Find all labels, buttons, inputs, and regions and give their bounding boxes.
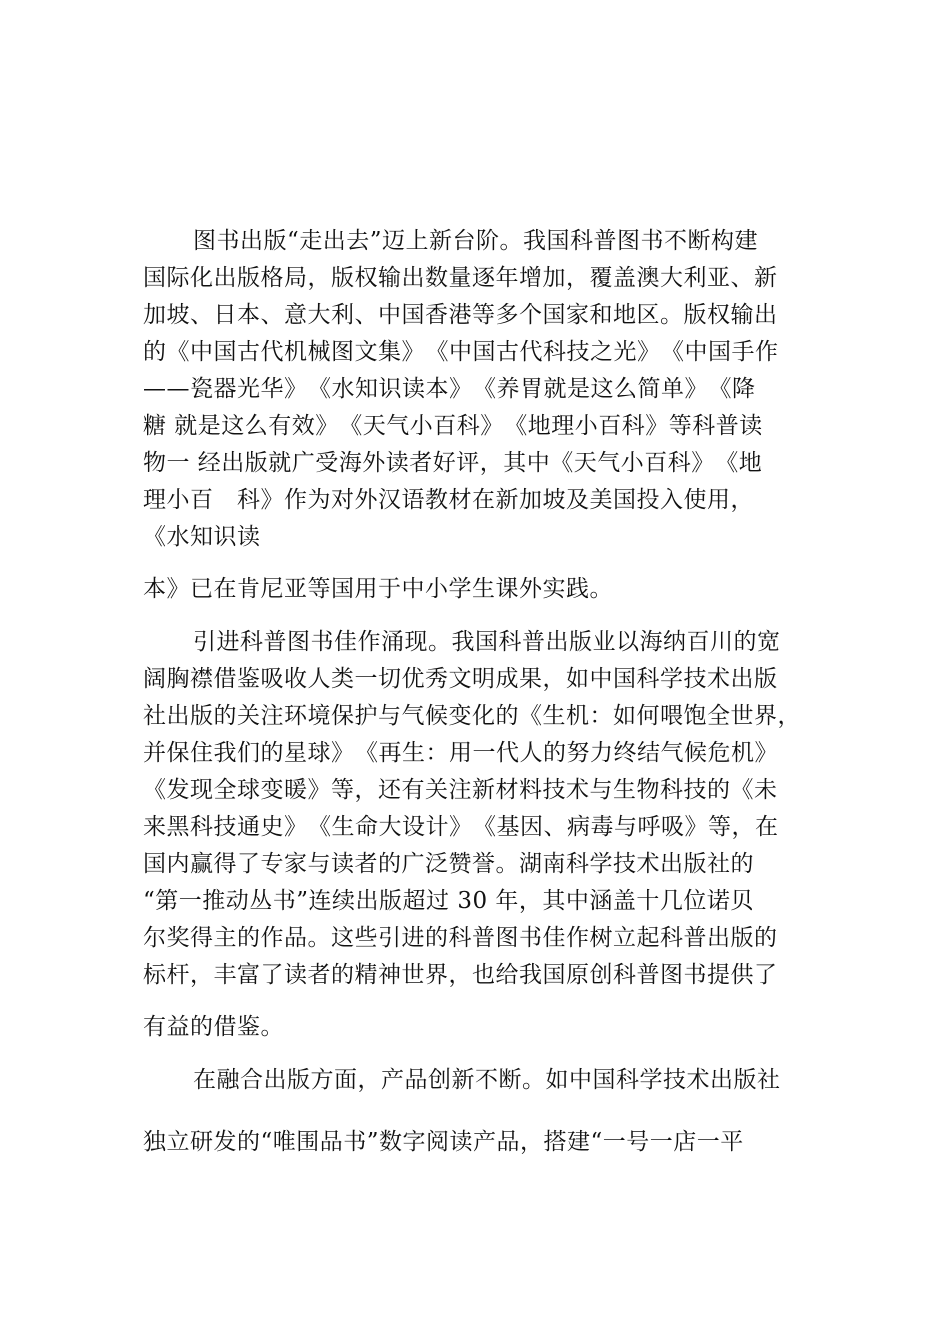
paragraph-1-line-8: 理小百 科》作为对外汉语教材在新加坡及美国投入使用，: [143, 487, 754, 513]
paragraph-2-line-3: 社出版的关注环境保护与气候变化的《生机：如何喂饱全世界，: [143, 703, 801, 729]
paragraph-1-line-2: 国际化出版格局，版权输出数量逐年增加，覆盖澳大利亚、新: [143, 265, 778, 291]
paragraph-1-line-9: 《水知识读: [143, 524, 261, 550]
paragraph-2-line-11: 有益的借鉴。: [143, 1014, 284, 1040]
paragraph-1-line-7: 物一 经出版就广受海外读者好评，其中《天气小百科》 《地: [143, 450, 763, 476]
paragraph-3-line-2: 独立研发的“唯围品书”数字阅读产品，搭建“一号一店一平: [143, 1129, 744, 1155]
paragraph-2-line-7: 国内赢得了专家与读者的广泛赞誉。湖南科学技术出版社的: [143, 851, 754, 877]
paragraph-2-line-4: 并保住我们的星球》 《再生：用一代人的努力终结气候危机》: [143, 740, 778, 766]
paragraph-2-line-5: 《发现全球变暖》等，还有关注新材料技术与生物科技的《未: [143, 777, 778, 803]
paragraph-2-line-10: 标杆，丰富了读者的精神世界，也给我国原创科普图书提供了: [143, 962, 778, 988]
paragraph-1-line-1: 图书出版“走出去”迈上新台阶。我国科普图书不断构建: [193, 228, 759, 254]
paragraph-2-line-6: 来黑科技通史》 《生命大设计》 《基因、病毒与呼吸》等，在: [143, 814, 779, 840]
paragraph-2-line-9: 尔奖得主的作品。这些引进的科普图书佳作树立起科普出版的: [143, 925, 778, 951]
paragraph-1-line-6: 糖 就是这么有效》 《天气小百科》 《地理小百科》等科普读: [143, 413, 763, 439]
paragraph-1-line-4: 的《中国古代机械图文集》 《中国古代科技之光》 《中国手作: [143, 339, 779, 365]
paragraph-1-line-3: 加坡、日本、意大利、中国香港等多个国家和地区。版权输出: [143, 302, 778, 328]
paragraph-1-line-5: ——瓷器光华》 《水知识读本》 《养胃就是这么简单》 《降: [143, 376, 756, 402]
paragraph-2-line-1: 引进科普图书佳作涌现。我国科普出版业以海纳百川的宽: [193, 629, 781, 655]
paragraph-2-line-2: 阔胸襟借鉴吸收人类一切优秀文明成果，如中国科学技术出版: [143, 666, 778, 692]
paragraph-3-line-1: 在融合出版方面，产品创新不断。如中国科学技术出版社: [193, 1067, 781, 1093]
paragraph-1-line-10: 本》已在肯尼亚等国用于中小学生课外实践。: [143, 576, 613, 602]
paragraph-2-line-8: “第一推动丛书”连续出版超过 30 年，其中涵盖十几位诺贝: [143, 888, 754, 914]
